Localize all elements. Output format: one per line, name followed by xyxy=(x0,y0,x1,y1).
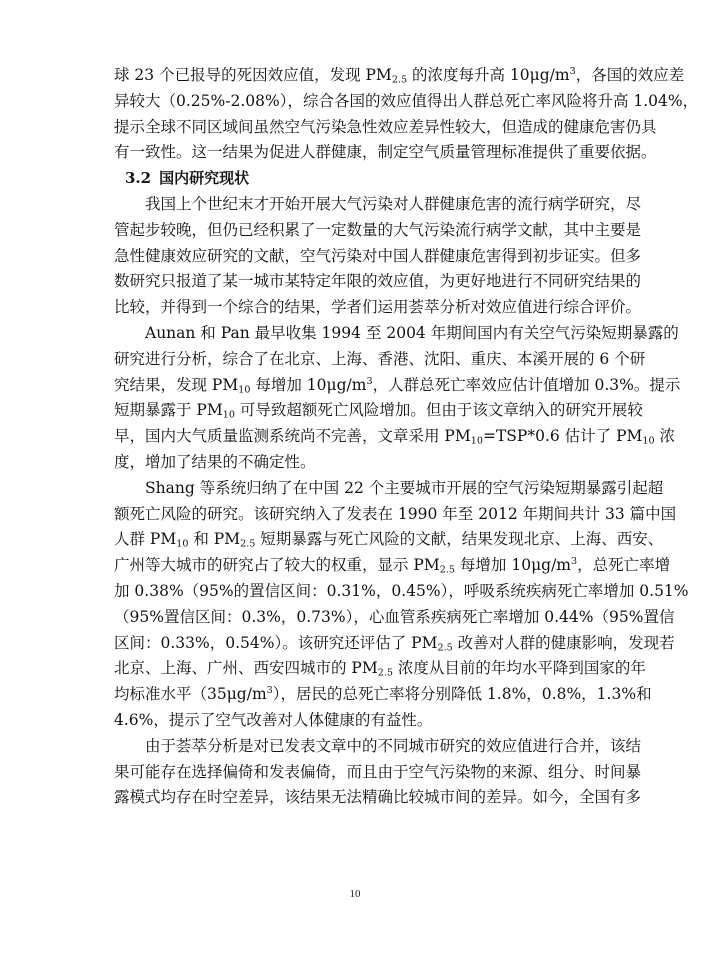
text-line xyxy=(114,656,646,682)
section-number: 3.2 xyxy=(125,169,152,188)
subscript: 2.5 xyxy=(240,538,256,550)
text-line xyxy=(114,63,685,89)
text-run: 的浓度每升高 10μg/m xyxy=(407,66,570,84)
text-line xyxy=(114,295,642,321)
text-run: 和 PM xyxy=(188,530,241,549)
text-run: 异较大（0.25%-2.08%），综合各国的效应值得出人群总死亡率风险将升高 1.04%， xyxy=(114,91,699,110)
text-run: ，总死亡率增 xyxy=(577,556,671,575)
superscript: 3 xyxy=(366,375,373,387)
text-run: 改善对人群的健康影响，发现若 xyxy=(452,633,675,652)
subscript: 2.5 xyxy=(437,641,453,653)
text-run: Shang 等系统归纳了在中国 22 个主要城市开展的空气污染短期暴露引起超 xyxy=(145,478,664,497)
text-line xyxy=(114,321,679,347)
text-line xyxy=(114,734,642,760)
text-run: ，各国的效应差 xyxy=(575,66,685,84)
text-run: 短期暴露与死亡风险的文献，结果发现北京、上海、西安、 xyxy=(255,530,664,549)
text-line xyxy=(114,140,657,166)
text-run: ），居民的总死亡率将分别降低 1.8%，0.8%，1.3%和 xyxy=(272,685,652,704)
subscript: 2.5 xyxy=(439,564,455,576)
text-run: 球 23 个已报导的死因效应值，发现 PM xyxy=(114,66,392,84)
text-line xyxy=(114,373,681,399)
text-run: 果可能存在选择偏倚和发表偏倚，而且由于空气污染物的来源、组分、时间暴 xyxy=(114,762,642,781)
text-run: 额死亡风险的研究。该研究纳入了发表在 1990 年至 2012 年期间共计 33 篇中国 xyxy=(114,504,677,523)
text-run: 研究进行分析，综合了在北京、上海、香港、沈阳、重庆、本溪开展的 6 个研 xyxy=(114,349,646,368)
text-run: 每增加 10μg/m xyxy=(455,556,571,575)
text-line xyxy=(114,424,676,450)
subscript: 10 xyxy=(238,383,251,395)
text-run: 浓度从目前的年均水平降到国家的年 xyxy=(393,659,646,678)
text-line xyxy=(114,115,657,141)
text-run: Aunan 和 Pan 最早收集 1994 至 2004 年期间国内有关空气污染短期暴露的 xyxy=(145,323,679,342)
subscript: 2.5 xyxy=(391,74,408,86)
text-run: 急性健康效应研究的文献，空气污染对中国人群健康危害得到初步证实。但多 xyxy=(114,246,642,265)
text-run: 人群 PM xyxy=(114,530,177,549)
superscript: 3 xyxy=(569,66,576,78)
text-run: 北京、上海、广州、西安四城市的 PM xyxy=(114,659,378,678)
text-run: 4.6%，提示了空气改善对人体健康的有益性。 xyxy=(114,710,433,729)
text-run: 加 0.38%（95%的置信区间：0.31%，0.45%），呼吸系统疾病死亡率增加 0.51% xyxy=(114,581,689,600)
text-run: 比较，并得到一个综合的结果，学者们运用荟萃分析对效应值进行综合评价。 xyxy=(114,298,642,317)
text-line xyxy=(114,218,642,244)
text-run: 究结果，发现 PM xyxy=(114,375,239,394)
text-line xyxy=(114,631,675,657)
text-line xyxy=(114,476,664,502)
text-line xyxy=(114,579,689,605)
text-run: 浓 xyxy=(654,427,676,446)
text-run: 短期暴露于 PM xyxy=(114,401,223,420)
text-line xyxy=(114,605,675,631)
superscript: 3 xyxy=(571,556,578,568)
text-line xyxy=(114,450,604,476)
text-line xyxy=(114,760,642,786)
text-line xyxy=(114,192,642,218)
text-run: 区间：0.33%，0.54%）。该研究还评估了 PM xyxy=(114,633,438,652)
section-title: 国内研究现状 xyxy=(159,169,250,188)
text-line xyxy=(114,269,642,295)
section-heading xyxy=(114,166,604,192)
text-run: 提示全球不同区域间虽然空气污染急性效应差异性较大，但造成的健康危害仍具 xyxy=(114,117,657,136)
page-number: 10 xyxy=(349,888,361,900)
text-line xyxy=(114,785,642,811)
text-run: 我国上个世纪末才开始开展大气污染对人群健康危害的流行病学研究，尽 xyxy=(145,194,642,213)
paragraph xyxy=(114,476,689,734)
text-run: 度，增加了结果的不确定性。 xyxy=(114,452,316,471)
text-line xyxy=(114,347,646,373)
text-line xyxy=(114,244,642,270)
text-line xyxy=(114,502,677,528)
text-run: =TSP*0.6 估计了 PM xyxy=(482,427,643,446)
subscript: 2.5 xyxy=(377,667,393,679)
text-run: 均标准水平（35μg/m xyxy=(114,685,267,704)
paragraph xyxy=(114,734,642,811)
text-run: 数研究只报道了某一城市某特定年限的效应值，为更好地进行不同研究结果的 xyxy=(114,272,642,291)
subscript: 10 xyxy=(176,538,189,550)
paragraph xyxy=(114,192,642,321)
paragraph xyxy=(114,321,681,476)
subscript: 10 xyxy=(470,435,483,447)
text-run: （95%置信区间：0.3%，0.73%），心血管系疾病死亡率增加 0.44%（95%置信 xyxy=(114,607,675,626)
text-line xyxy=(114,553,671,579)
subscript: 10 xyxy=(222,409,235,421)
superscript: 3 xyxy=(266,685,273,697)
text-run: 有一致性。这一结果为促进人群健康，制定空气质量管理标准提供了重要依据。 xyxy=(114,143,657,162)
text-run: 早，国内大气质量监测系统尚不完善，文章采用 PM xyxy=(114,427,471,446)
text-line xyxy=(114,682,652,708)
paragraph xyxy=(114,63,699,166)
subscript: 10 xyxy=(642,435,655,447)
text-run: 每增加 10μg/m xyxy=(250,375,367,394)
page-body xyxy=(114,63,699,811)
text-run: 广州等大城市的研究占了较大的权重，显示 PM xyxy=(114,556,440,575)
text-run: 可导致超额死亡风险增加。但由于该文章纳入的研究开展较 xyxy=(234,401,643,420)
text-run: ，人群总死亡率效应估计值增加 0.3%。提示 xyxy=(372,375,681,394)
text-line xyxy=(114,708,604,734)
text-line xyxy=(114,398,643,424)
text-run: 露模式均存在时空差异，该结果无法精确比较城市间的差异。如今，全国有多 xyxy=(114,788,642,807)
text-line xyxy=(114,89,699,115)
text-run: 由于荟萃分析是对已发表文章中的不同城市研究的效应值进行合并，该结 xyxy=(145,736,642,755)
text-run: 管起步较晚，但仍已经积累了一定数量的大气污染流行病学文献，其中主要是 xyxy=(114,220,642,239)
text-line xyxy=(114,527,664,553)
